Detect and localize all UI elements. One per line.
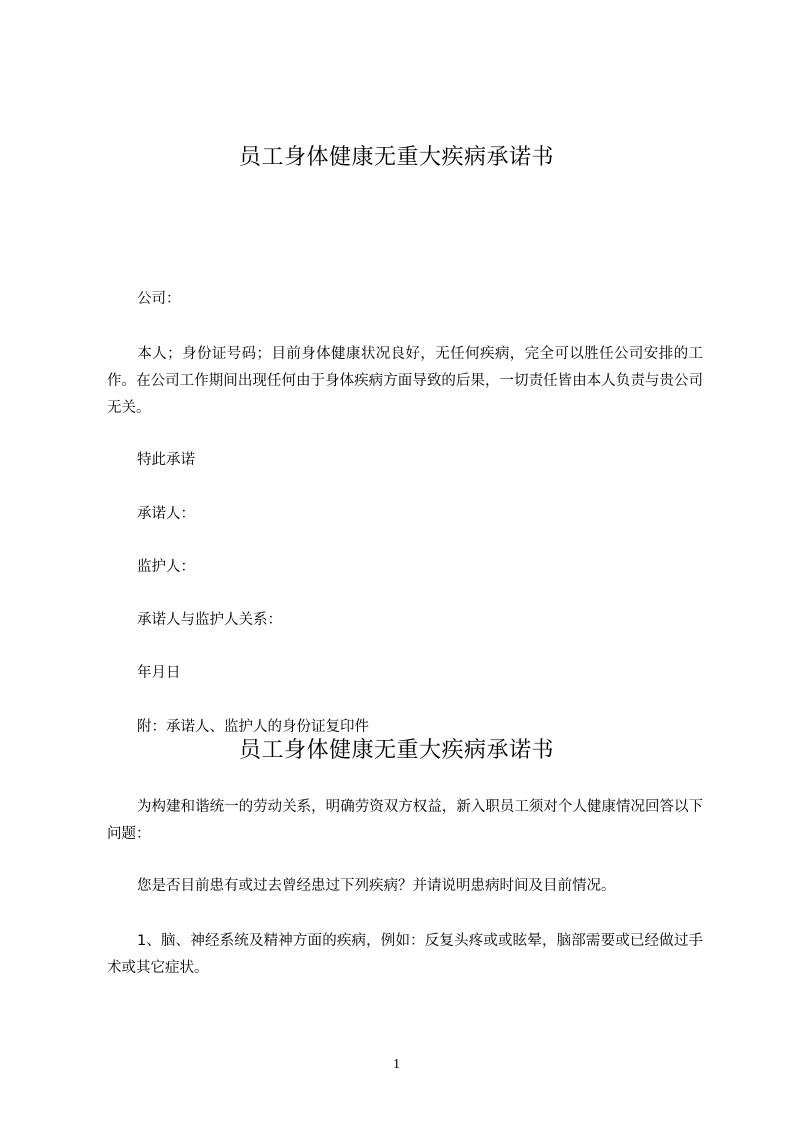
company-line: 公司： bbox=[137, 291, 181, 307]
statement-text: 本人；身份证号码；目前身体健康状况良好，无任何疾病，完全可以胜任公司安排的工作。在公司工作期间出现任何由于身体疾病方面导致的后果，一切责任皆由本人负责与贵公司无关。 bbox=[107, 346, 703, 416]
guardian-line: 监护人： bbox=[137, 559, 195, 575]
date-line: 年月日 bbox=[137, 665, 181, 681]
statement-paragraph bbox=[107, 341, 703, 422]
relation-line: 承诺人与监护人关系： bbox=[137, 612, 282, 628]
item1-paragraph bbox=[107, 928, 703, 982]
item1-text: 1、脑、神经系统及精神方面的疾病，例如：反复头疼或或眩晕，脑部需要或已经做过手术或其它症状。 bbox=[107, 933, 703, 976]
promise-line: 特此承诺 bbox=[137, 452, 195, 468]
intro-paragraph bbox=[107, 794, 703, 848]
page-number: 1 bbox=[393, 1057, 400, 1072]
promisor-line: 承诺人： bbox=[137, 506, 195, 522]
second-document-title: 员工身体健康无重大疾病承诺书 bbox=[238, 738, 554, 763]
question-line: 您是否目前患有或过去曾经患过下列疾病？并请说明患病时间及目前情况。 bbox=[137, 878, 616, 894]
intro-text: 为构建和谐统一的劳动关系，明确劳资双方权益，新入职员工须对个人健康情况回答以下问题： bbox=[107, 799, 703, 842]
attachment-line: 附：承诺人、监护人的身份证复印件 bbox=[137, 719, 369, 735]
document-title: 员工身体健康无重大疾病承诺书 bbox=[238, 145, 554, 170]
